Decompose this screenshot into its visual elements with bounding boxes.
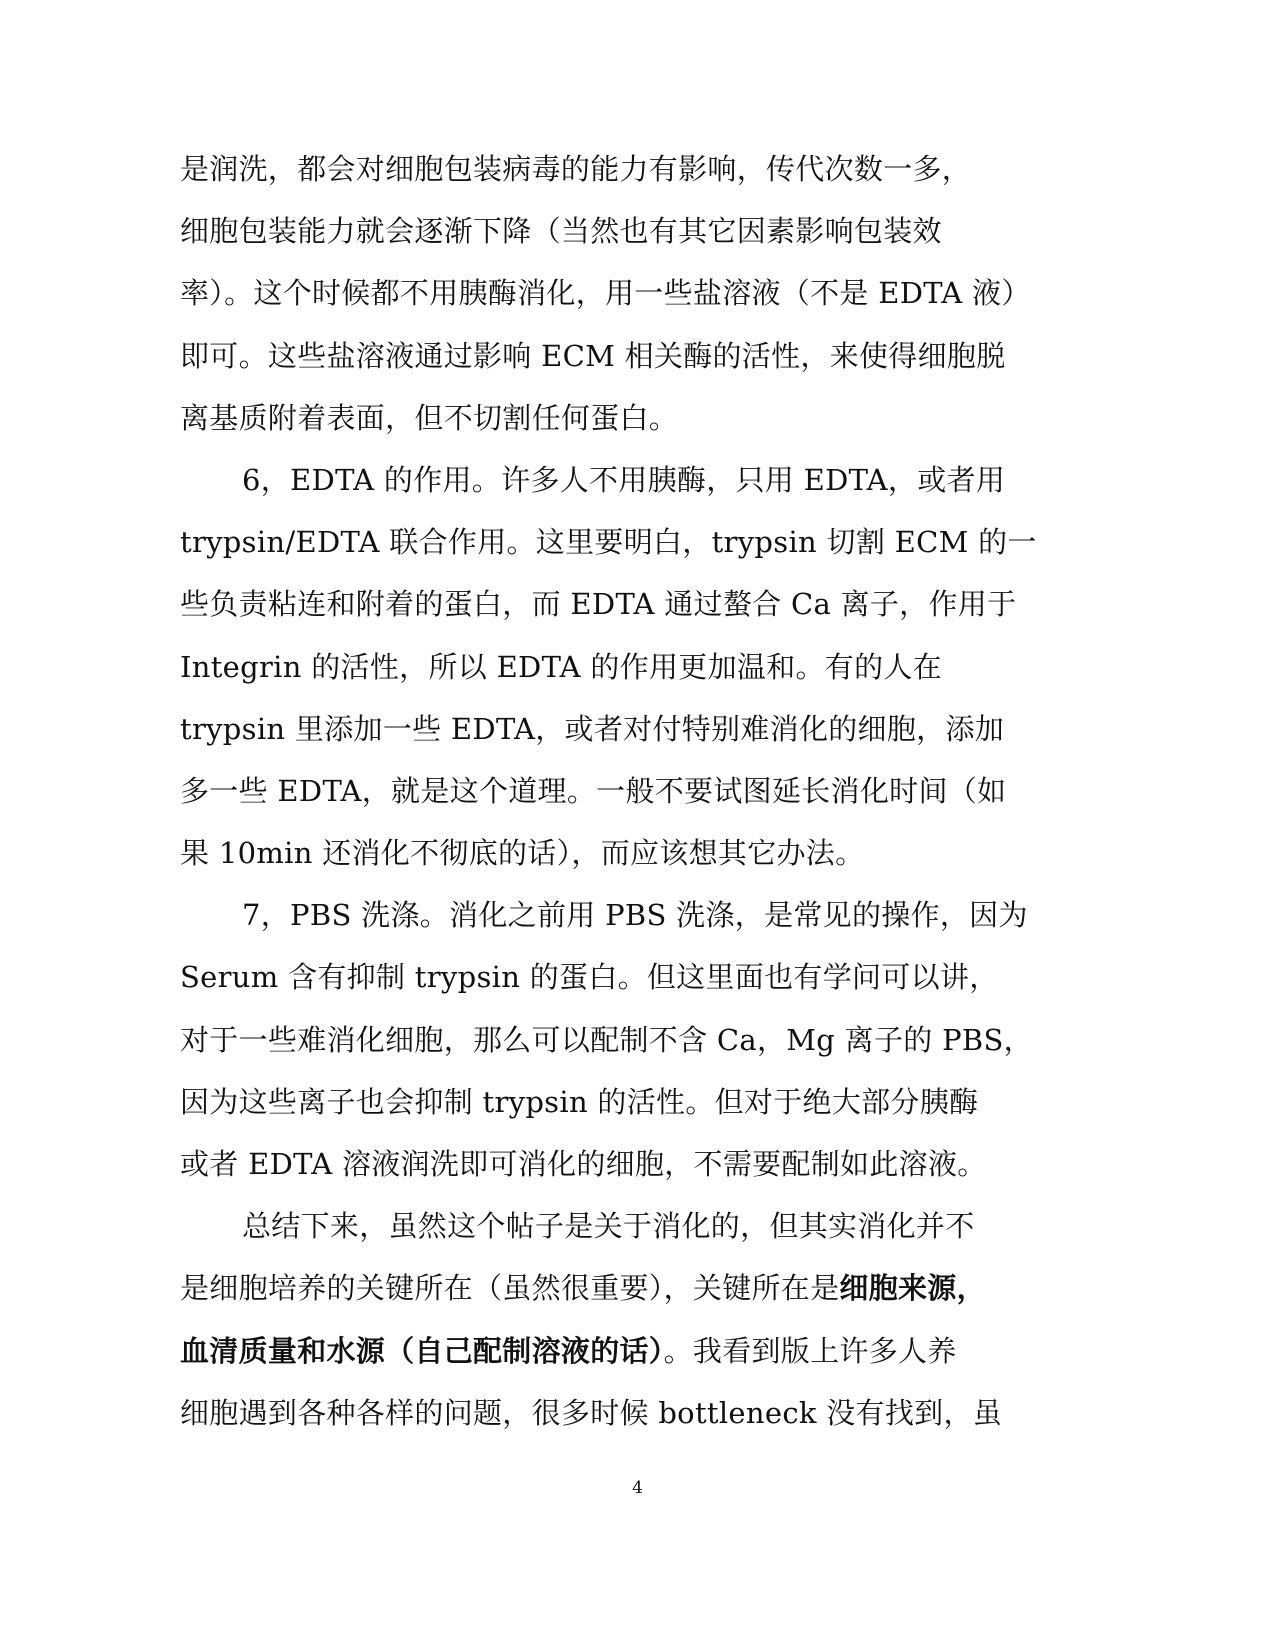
- text-line: trypsin/EDTA 联合作用。这里要明白，trypsin 切割 ECM 的一: [180, 525, 1037, 560]
- bold-emphasis: 细胞来源，: [839, 1271, 986, 1306]
- text-line: 果 10min 还消化不彻底的话），而应该想其它办法。: [180, 836, 865, 871]
- text-line: trypsin 里添加一些 EDTA，或者对付特别难消化的细胞，添加: [180, 711, 1005, 746]
- text-line: Serum 含有抑制 trypsin 的蛋白。但这里面也有学问可以讲，: [180, 960, 999, 995]
- text-line: 离基质附着表面，但不切割任何蛋白。: [180, 400, 679, 435]
- body-text: [180, 138, 1040, 1444]
- text-line: 对于一些难消化细胞，那么可以配制不含 Ca，Mg 离子的 PBS，: [180, 1022, 1033, 1057]
- text-line: 些负责粘连和附着的蛋白，而 EDTA 通过螯合 Ca 离子，作用于: [180, 587, 1017, 622]
- text-line: 是润洗，都会对细胞包装病毒的能力有影响，传代次数一多，: [180, 152, 972, 186]
- page-number: 4: [632, 1478, 643, 1498]
- text-line: Integrin 的活性，所以 EDTA 的作用更加温和。有的人在: [180, 649, 943, 684]
- text-line: 细胞包装能力就会逐渐下降（当然也有其它因素影响包装效: [180, 214, 942, 249]
- bold-emphasis: 血清质量和水源（自己配制溶液的话）: [180, 1333, 664, 1368]
- text-line: 即可。这些盐溶液通过影响 ECM 相关酶的活性，来使得细胞脱: [180, 338, 1006, 373]
- text-line: 率）。这个时候都不用胰酶消化，用一些盐溶液（不是 EDTA 液）: [180, 276, 1031, 311]
- text-line: [180, 1257, 1040, 1319]
- text-run: 是细胞培养的关键所在（虽然很重要），关键所在是: [180, 1271, 840, 1306]
- text-run: 。我看到版上许多人养: [663, 1333, 957, 1368]
- text-line: 多一些 EDTA，就是这个道理。一般不要试图延长消化时间（如: [180, 773, 1007, 808]
- paragraph-7-start: 7，PBS 洗涤。消化之前用 PBS 洗涤，是常见的操作，因为: [242, 898, 1028, 933]
- text-line: 或者 EDTA 溶液润洗即可消化的细胞，不需要配制如此溶液。: [180, 1147, 987, 1181]
- text-line: [180, 1320, 1040, 1382]
- paragraph-6-start: 6，EDTA 的作用。许多人不用胰酶，只用 EDTA，或者用: [242, 462, 1006, 497]
- text-line: 细胞遇到各种各样的问题，很多时候 bottleneck 没有找到，虽: [180, 1395, 1003, 1430]
- text-line: 因为这些离子也会抑制 trypsin 的活性。但对于绝大部分胰酶: [180, 1084, 979, 1119]
- summary-paragraph-start: 总结下来，虽然这个帖子是关于消化的，但其实消化并不: [242, 1209, 975, 1244]
